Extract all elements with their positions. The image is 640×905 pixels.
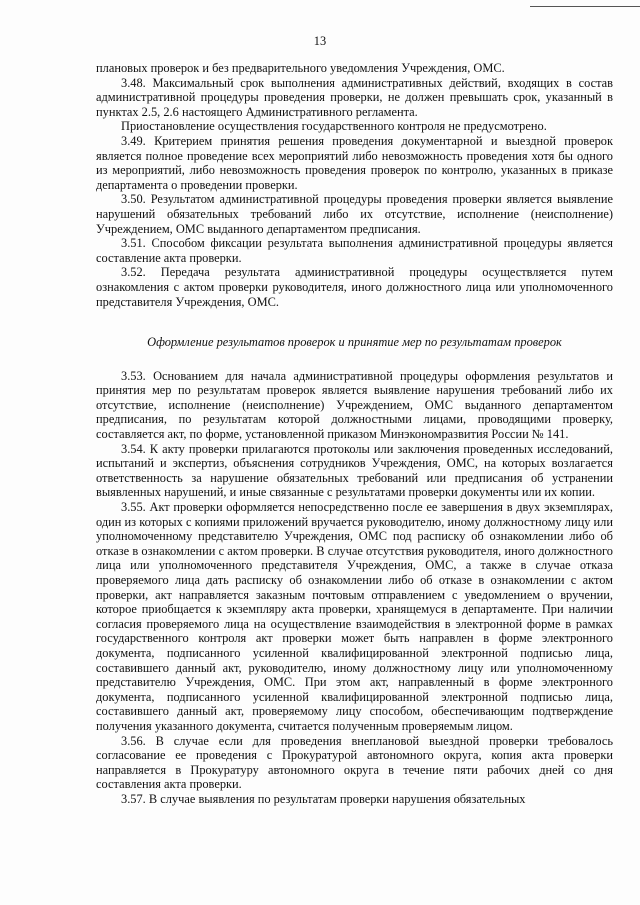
paragraph-3-51: 3.51. Способом фиксации результата выполнения административной процедуры является составление акта проверки.: [96, 236, 613, 265]
paragraph-3-55: 3.55. Акт проверки оформляется непосредственно после ее завершения в двух экземплярах, один из которых с копиями приложений вручается руководителю, иному должностному лицу или уполномоченному представителю Учреждения, ОМС под расписку об ознакомлении либо об отказе в ознакомлении с актом проверки. В случае отсутствия руководителя, иного должностного лица или уполномоченного представителя Учреждения, ОМС, а также в случае отказа проверяемого лица дать расписку об ознакомлении либо об отказе в ознакомлении с актом проверки, акт направляется заказным почтовым отправлением с уведомлением о вручении, которое приобщается к экземпляру акта проверки, хранящемуся в департаменте. При наличии согласия проверяемого лица на осуществление взаимодействия в электронной форме в рамках государственного контроля акт проверки может быть направлен в форме электронного документа, подписанного усиленной квалифицированной электронной подписью лица, составившего данный акт, руководителю, иному должностному лицу или уполномоченному представителю Учреждения, ОМС. При этом акт, направленный в форме электронного документа, подписанного усиленной квалифицированной электронной подписью лица, составившего данный акт, проверяемому лицу способом, обеспечивающим подтверждение получения указанного документа, считается полученным проверяемым лицом.: [96, 500, 613, 733]
document-body: [96, 61, 613, 807]
paragraph-3-49: 3.49. Критерием принятия решения проведения документарной и выездной проверок является полное проведение всех мероприятий либо невозможность проведения хотя бы одного из мероприятий, либо невозможность проведения проверок по контролю, указанных в приказе департамента о проведении проверки.: [96, 133, 613, 192]
paragraph-3-53: 3.53. Основанием для начала административной процедуры оформления результатов и принятия мер по результатам проверок является выявление нарушения требований либо их отсутствие, исполнение (неисполнение) Учреждением, ОМС выданного департаментом предписания, по результатам которой должностными лицами, проводящими проверку, составляется акт, по форме, установленной приказом Минэкономразвития России № 141.: [96, 368, 613, 442]
page-number: 13: [313, 34, 327, 48]
top-edge-rule: [530, 6, 640, 7]
paragraph-3-54: 3.54. К акту проверки прилагаются протоколы или заключения проведенных исследований, испытаний и экспертиз, объяснения сотрудников Учреждения, ОМС, на которых возлагается ответственность за нарушение обязательных требований или предписания об устранении выявленных нарушений, и иные связанные с результатами проверки документы или их копии.: [96, 441, 613, 500]
paragraph-suspension: Приостановление осуществления государственного контроля не предусмотрено.: [121, 119, 547, 134]
paragraph-3-52: 3.52. Передача результата административной процедуры осуществляется путем ознакомления с актом проверки руководителя, иного должностного лица или уполномоченного представителя Учреждения, ОМС.: [96, 265, 613, 309]
paragraph-3-57: 3.57. В случае выявления по результатам проверки нарушения обязательных: [121, 791, 526, 806]
paragraph-3-50: 3.50. Результатом административной процедуры проведения проверки является выявление нарушений обязательных требований либо их отсутствие, исполнение (неисполнение) Учреждением, ОМС выданного департаментом предписания.: [96, 192, 613, 236]
paragraph-3-56: 3.56. В случае если для проведения внеплановой выездной проверки требовалось согласование ее проведения с Прокуратурой автономного округа, копия акта проверки направляется в Прокуратуру автономного округа в течение пяти рабочих дней со дня составления акта проверки.: [96, 733, 613, 792]
section-heading: Оформление результатов проверок и принятие мер по результатам проверок: [147, 335, 562, 350]
paragraph-3-48: 3.48. Максимальный срок выполнения административных действий, входящих в состав административной процедуры проведения проверки, не должен превышать срок, указанный в пунктах 2.5, 2.6 настоящего Административного регламента.: [96, 75, 613, 119]
paragraph-continuation: плановых проверок и без предварительного уведомления Учреждения, ОМС.: [96, 61, 505, 75]
